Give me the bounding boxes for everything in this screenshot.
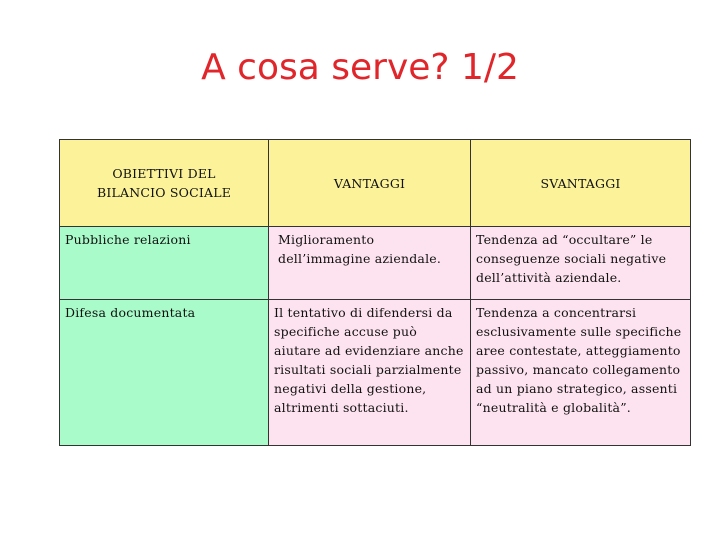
table-row [60,227,691,300]
slide-title: A cosa serve? 1/2 [201,47,519,88]
table-row [60,300,691,446]
disadvantage-cell [471,227,691,300]
advantage-cell [269,300,471,446]
advantage-text: Miglioramento dell’immagine aziendale. [278,232,442,266]
objective-cell: Difesa documentata [60,300,269,446]
table-header-row [60,140,691,227]
objective-cell: Pubbliche relazioni [60,227,269,300]
header-disadvantages: SVANTAGGI [471,140,691,227]
disadvantage-cell [471,300,691,446]
header-objectives-label: OBIETTIVI DEL BILANCIO SOCIALE [96,166,232,200]
header-objectives [60,140,269,227]
advantage-cell [269,227,471,300]
disadvantage-text: Tendenza ad “occultare” le conseguenze sociali negative dell’attività aziendale. [476,232,667,285]
advantage-text: Il tentativo di difendersi da specifiche accuse può aiutare ad evidenziare anche risultati sociali parzialmente negativi della gestione, altrimenti sottaciuti. [274,305,464,415]
comparison-table [59,139,691,446]
header-advantages: VANTAGGI [269,140,471,227]
disadvantage-text: Tendenza a concentrarsi esclusivamente sulle specifiche aree contestate, atteggiamento passivo, mancato collegamento ad un piano strategico, assenti “neutralità e globalità”. [476,305,682,415]
